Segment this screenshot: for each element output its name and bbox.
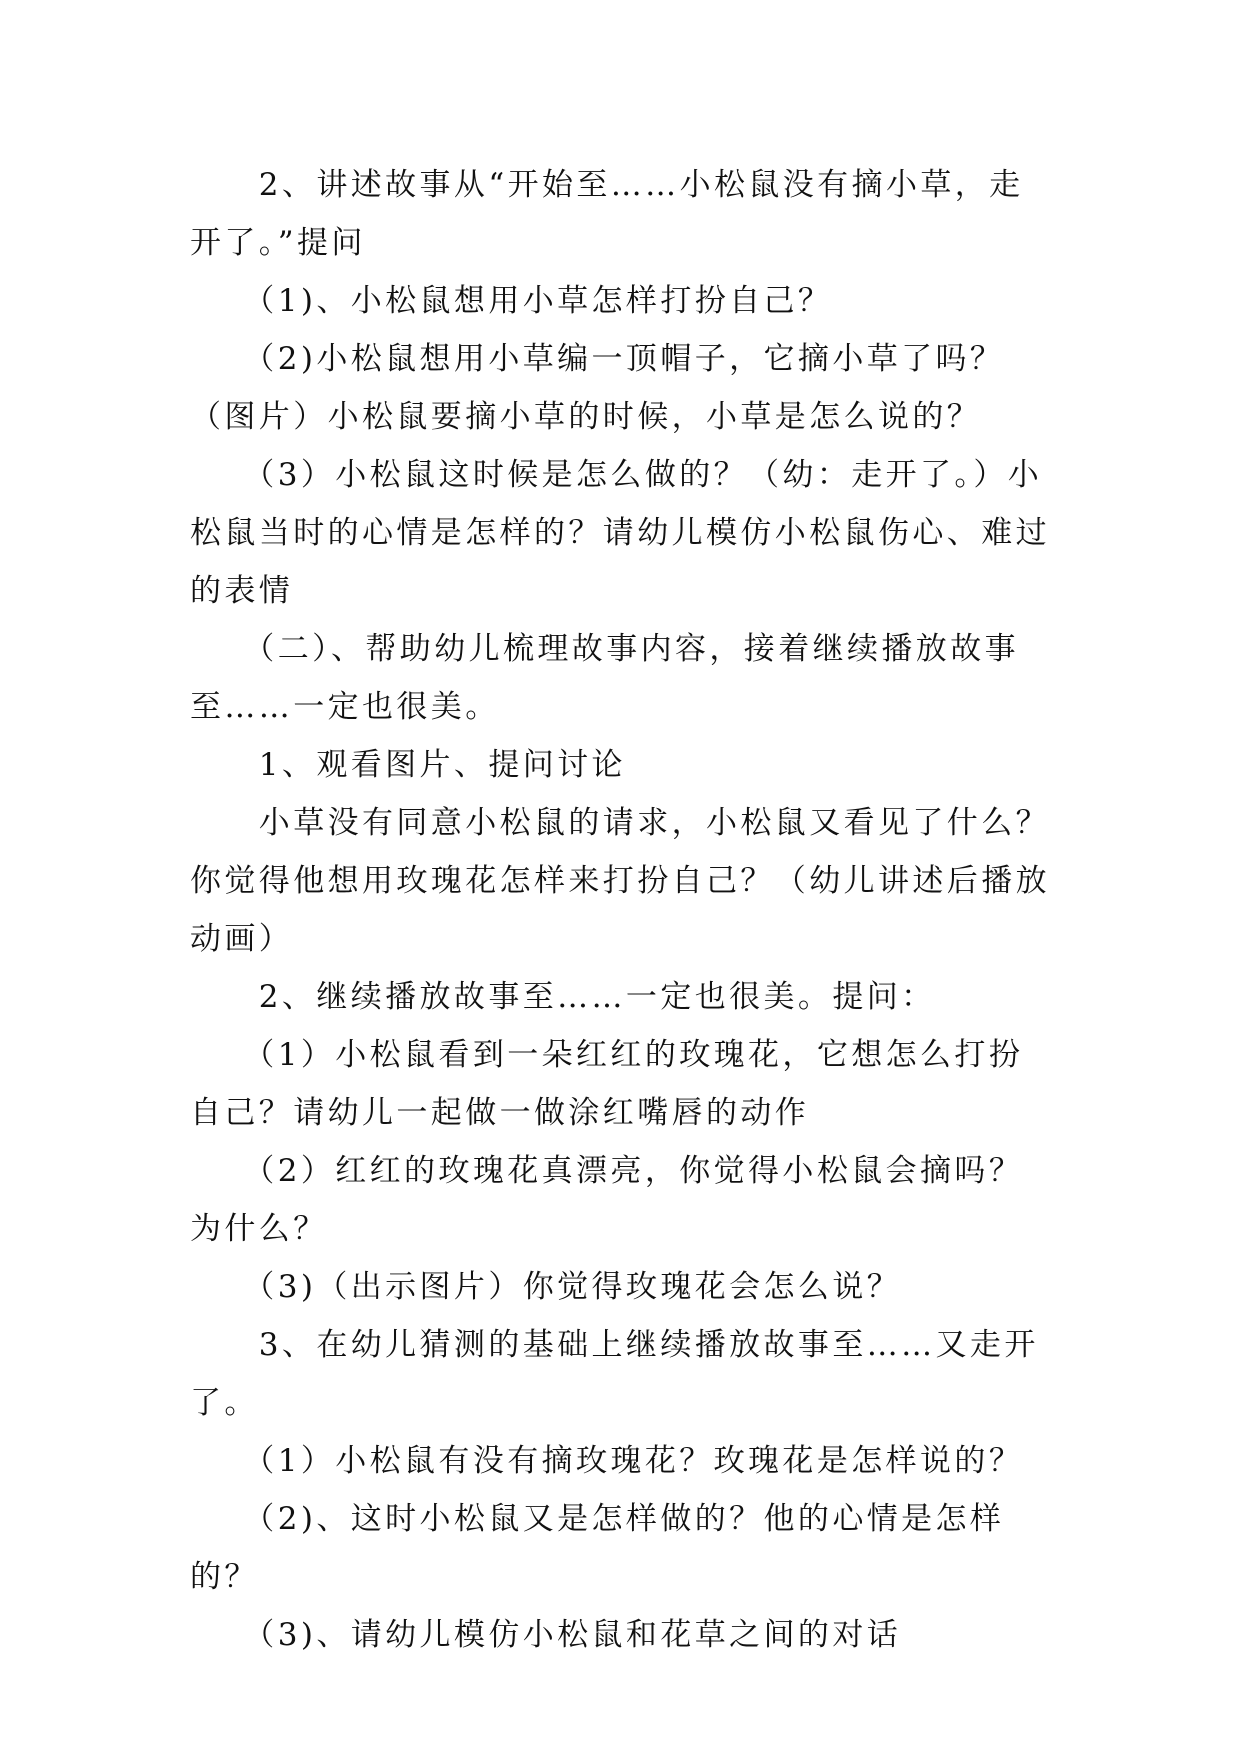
paragraph: （3）小松鼠这时候是怎么做的？（幼：走开了。）小松鼠当时的心情是怎样的？请幼儿模仿小松鼠伤心、难过的表情 xyxy=(190,457,1050,609)
paragraph: （二）、帮助幼儿梳理故事内容，接着继续播放故事至……一定也很美。 xyxy=(190,631,1019,725)
paragraph: （1)、小松鼠想用小草怎样打扮自己？ xyxy=(190,283,833,319)
paragraph: 2、讲述故事从“开始至……小松鼠没有摘小草，走开了。”提问 xyxy=(190,167,1024,261)
paragraph: （1）小松鼠有没有摘玫瑰花？玫瑰花是怎样说的？ xyxy=(190,1443,1024,1479)
paragraph: （2）红红的玫瑰花真漂亮，你觉得小松鼠会摘吗？为什么？ xyxy=(190,1153,1024,1247)
paragraph: （1）小松鼠看到一朵红红的玫瑰花，它想怎么打扮自己？请幼儿一起做一做涂红嘴唇的动作 xyxy=(190,1037,1024,1131)
paragraph: 1、观看图片、提问讨论 xyxy=(190,747,626,783)
paragraph: 3、在幼儿猜测的基础上继续播放故事至……又走开了。 xyxy=(190,1327,1039,1421)
paragraph: （2)小松鼠想用小草编一顶帽子，它摘小草了吗？（图片）小松鼠要摘小草的时候，小草是怎么说的？ xyxy=(190,341,1005,435)
paragraph: （2)、这时小松鼠又是怎样做的？他的心情是怎样的？ xyxy=(190,1501,1005,1595)
paragraph: （3)（出示图片）你觉得玫瑰花会怎么说？ xyxy=(190,1269,902,1305)
paragraph: 2、继续播放故事至……一定也很美。提问： xyxy=(190,979,936,1015)
document-body xyxy=(190,156,1050,1664)
paragraph: （3)、请幼儿模仿小松鼠和花草之间的对话 xyxy=(190,1617,902,1653)
paragraph: 小草没有同意小松鼠的请求，小松鼠又看见了什么？你觉得他想用玫瑰花怎样来打扮自己？（幼儿讲述后播放动画） xyxy=(190,805,1050,957)
